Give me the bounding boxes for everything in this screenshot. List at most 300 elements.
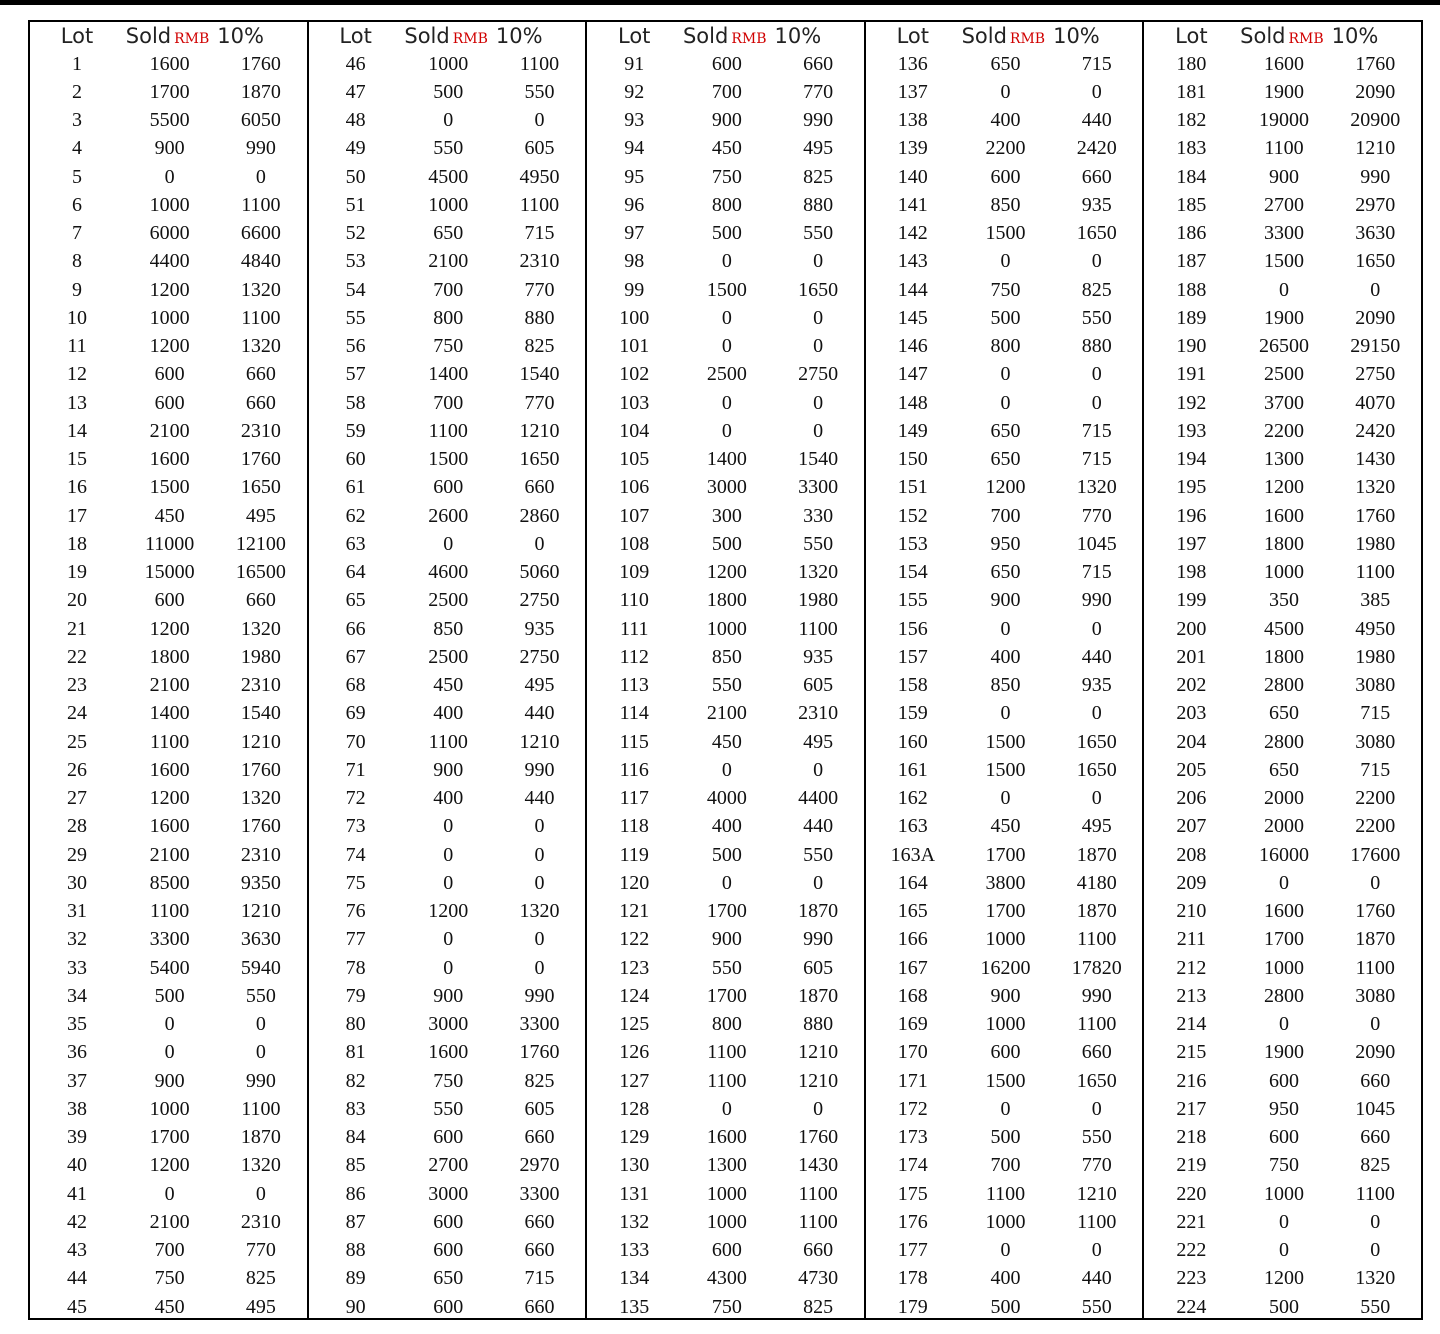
sold-cell: 950 — [990, 532, 1021, 555]
pct-cell: 2970 — [1355, 193, 1396, 216]
sold-cell: 0 — [1279, 1239, 1290, 1262]
lot-cell: 179 — [897, 1295, 928, 1318]
table-row — [30, 276, 307, 304]
lot-cell: 187 — [1176, 250, 1207, 273]
pct-cell: 3080 — [1355, 730, 1396, 753]
pct-cell: 550 — [1360, 1295, 1391, 1318]
lot-cell: 37 — [67, 1069, 88, 1092]
pct-cell: 1320 — [1355, 476, 1396, 499]
pct-cell: 0 — [1091, 391, 1102, 414]
sold-cell: 3800 — [985, 871, 1026, 894]
lot-cell: 48 — [345, 109, 366, 132]
lot-cell: 54 — [345, 278, 366, 301]
table-row — [866, 474, 1143, 502]
pct-cell: 2090 — [1355, 306, 1396, 329]
sold-cell: 1400 — [149, 702, 190, 725]
pct-cell: 880 — [1081, 335, 1112, 358]
table-row — [587, 304, 864, 332]
pct-cell: 1980 — [1355, 645, 1396, 668]
lot-cell: 165 — [897, 900, 928, 923]
sold-cell: 4400 — [149, 250, 190, 273]
pct-cell: 1760 — [519, 1041, 560, 1064]
table-row — [30, 474, 307, 502]
pct-cell: 660 — [524, 1126, 555, 1149]
lot-cell: 59 — [345, 419, 366, 442]
lot-cell: 123 — [619, 956, 650, 979]
lot-cell: 17 — [67, 504, 88, 527]
table-row — [866, 191, 1143, 219]
lot-cell: 24 — [67, 702, 88, 725]
lot-cell: 107 — [619, 504, 650, 527]
pct-cell: 2750 — [519, 589, 560, 612]
sold-cell: 1500 — [706, 278, 747, 301]
sold-cell: 650 — [990, 448, 1021, 471]
pct-cell: 0 — [813, 250, 824, 273]
sold-cell: 1700 — [1264, 928, 1305, 951]
pct-cell: 3630 — [1355, 222, 1396, 245]
sold-cell: 1900 — [1264, 80, 1305, 103]
table-row — [30, 1208, 307, 1236]
lot-cell: 71 — [345, 758, 366, 781]
table-row — [587, 474, 864, 502]
sold-cell: 3300 — [149, 928, 190, 951]
lot-cell: 58 — [345, 391, 366, 414]
table-row — [309, 728, 586, 756]
lot-cell: 35 — [67, 1013, 88, 1036]
lot-cell: 219 — [1176, 1154, 1207, 1177]
lot-cell: 202 — [1176, 674, 1207, 697]
sold-cell: 400 — [990, 1267, 1021, 1290]
sold-cell: 11000 — [145, 532, 195, 555]
sold-cell: 700 — [433, 278, 464, 301]
sold-cell: 650 — [990, 561, 1021, 584]
table-row — [309, 785, 586, 813]
lot-cell: 21 — [67, 617, 88, 640]
sold-cell: 500 — [154, 984, 185, 1007]
sold-cell: 16000 — [1259, 843, 1310, 866]
pct-cell: 1760 — [1355, 504, 1396, 527]
sold-cell: 1600 — [706, 1126, 747, 1149]
table-row — [309, 1265, 586, 1293]
lot-cell: 206 — [1176, 787, 1207, 810]
sold-cell: 800 — [711, 193, 742, 216]
lot-cell: 36 — [67, 1041, 88, 1064]
table-row — [309, 1067, 586, 1095]
pct-cell: 660 — [1081, 1041, 1112, 1064]
pct-cell: 385 — [1360, 589, 1391, 612]
table-row — [30, 248, 307, 276]
table-row — [866, 1011, 1143, 1039]
pct-cell: 1100 — [1355, 1182, 1395, 1205]
table-row — [1144, 135, 1421, 163]
pct-cell: 0 — [1091, 1239, 1102, 1262]
table-row — [1144, 502, 1421, 530]
table-row — [866, 898, 1143, 926]
sold-cell: 650 — [1269, 758, 1300, 781]
table-row — [309, 78, 586, 106]
header-lot: Lot — [339, 24, 372, 48]
pct-cell: 3300 — [798, 476, 839, 499]
sold-cell: 850 — [990, 193, 1021, 216]
table-row — [309, 982, 586, 1010]
pct-cell: 1045 — [1355, 1097, 1396, 1120]
lot-cell: 63 — [345, 532, 366, 555]
sold-cell: 0 — [721, 1097, 732, 1120]
sold-cell: 750 — [1269, 1154, 1300, 1177]
sold-cell: 2600 — [428, 504, 469, 527]
table-row — [30, 841, 307, 869]
table-row — [1144, 1124, 1421, 1152]
sold-cell: 500 — [990, 1295, 1021, 1318]
pct-cell: 2970 — [519, 1154, 560, 1177]
pct-cell: 935 — [524, 617, 555, 640]
table-row — [587, 446, 864, 474]
sold-cell: 2000 — [1264, 787, 1305, 810]
pct-cell: 0 — [1091, 250, 1102, 273]
sold-cell: 1100 — [1264, 137, 1304, 160]
pct-cell: 2750 — [798, 363, 839, 386]
table-row — [866, 446, 1143, 474]
table-row — [30, 78, 307, 106]
sold-cell: 750 — [433, 1069, 464, 1092]
pct-cell: 0 — [534, 815, 545, 838]
lot-cell: 68 — [345, 674, 366, 697]
sold-cell: 450 — [154, 1295, 185, 1318]
lot-cell: 3 — [72, 109, 83, 132]
lot-cell: 203 — [1176, 702, 1207, 725]
pct-cell: 12100 — [235, 532, 286, 555]
pct-cell: 550 — [1081, 306, 1112, 329]
table-row — [309, 587, 586, 615]
pct-cell: 770 — [524, 391, 555, 414]
pct-cell: 0 — [534, 871, 545, 894]
table-row — [587, 248, 864, 276]
table-row — [30, 982, 307, 1010]
pct-cell: 550 — [803, 532, 834, 555]
pct-cell: 715 — [1081, 52, 1112, 75]
pct-cell: 0 — [813, 1097, 824, 1120]
header-sold-cell — [681, 24, 772, 48]
table-row — [309, 643, 586, 671]
table-row — [866, 1124, 1143, 1152]
lot-cell: 132 — [619, 1210, 650, 1233]
sold-cell: 1800 — [1264, 532, 1305, 555]
pct-cell: 1100 — [241, 1097, 281, 1120]
sold-cell: 600 — [711, 1239, 742, 1262]
sold-cell: 0 — [1000, 787, 1011, 810]
lot-cell: 119 — [619, 843, 649, 866]
pct-cell: 2310 — [240, 843, 281, 866]
sold-cell: 3000 — [428, 1182, 469, 1205]
sold-cell: 2700 — [1264, 193, 1305, 216]
table-row — [309, 898, 586, 926]
lot-cell: 164 — [897, 871, 928, 894]
lot-cell: 56 — [345, 335, 366, 358]
lot-cell: 5 — [72, 165, 83, 188]
sold-cell: 400 — [433, 787, 464, 810]
pct-cell: 550 — [1081, 1295, 1112, 1318]
pct-cell: 0 — [1091, 363, 1102, 386]
sold-cell: 1700 — [985, 843, 1026, 866]
table-row — [866, 1095, 1143, 1123]
lot-cell: 46 — [345, 52, 366, 75]
pct-cell: 0 — [1091, 702, 1102, 725]
lot-cell: 90 — [345, 1295, 366, 1318]
sold-cell: 0 — [164, 1041, 175, 1064]
lot-cell: 39 — [67, 1126, 88, 1149]
lot-cell: 155 — [897, 589, 928, 612]
lot-cell: 198 — [1176, 561, 1207, 584]
sold-cell: 1200 — [149, 335, 190, 358]
pct-cell: 880 — [524, 306, 555, 329]
header-sold-cell — [124, 24, 215, 48]
pct-cell: 1870 — [1355, 928, 1396, 951]
lot-cell: 204 — [1176, 730, 1207, 753]
sold-cell: 500 — [990, 1126, 1021, 1149]
header-sold: Sold — [404, 24, 450, 48]
lot-cell: 211 — [1176, 928, 1207, 951]
table-row — [1144, 1208, 1421, 1236]
pct-cell: 1760 — [240, 815, 281, 838]
sold-cell: 0 — [1000, 702, 1011, 725]
table-row — [1144, 1152, 1421, 1180]
sold-cell: 1700 — [149, 80, 190, 103]
sold-cell: 3300 — [1264, 222, 1305, 245]
header-sold: Sold — [961, 24, 1007, 48]
table-row — [309, 135, 586, 163]
sold-cell: 900 — [1269, 165, 1300, 188]
pct-cell: 825 — [803, 165, 834, 188]
sold-cell: 900 — [154, 137, 185, 160]
table-row — [587, 276, 864, 304]
table-row — [1144, 474, 1421, 502]
lot-cell: 108 — [619, 532, 650, 555]
table-row — [1144, 728, 1421, 756]
lot-cell: 189 — [1176, 306, 1207, 329]
table-row — [587, 1039, 864, 1067]
lot-cell: 209 — [1176, 871, 1207, 894]
lot-cell: 18 — [67, 532, 88, 555]
sold-cell: 1200 — [706, 561, 747, 584]
sold-cell: 650 — [433, 222, 464, 245]
pct-cell: 9350 — [240, 871, 281, 894]
pct-cell: 1100 — [798, 617, 838, 640]
pct-cell: 3080 — [1355, 674, 1396, 697]
table-row — [1144, 50, 1421, 78]
lot-cell: 74 — [345, 843, 366, 866]
pct-cell: 0 — [1370, 1013, 1381, 1036]
sold-cell: 3000 — [706, 476, 747, 499]
lot-cell: 15 — [67, 448, 88, 471]
header-sold-cell — [960, 24, 1051, 48]
header-row — [309, 22, 586, 50]
table-row — [1144, 361, 1421, 389]
sold-cell: 1200 — [149, 278, 190, 301]
sold-cell: 700 — [990, 1154, 1021, 1177]
pct-cell: 29150 — [1350, 335, 1401, 358]
lot-cell: 27 — [67, 787, 88, 810]
table-row — [30, 587, 307, 615]
sold-cell: 4300 — [706, 1267, 747, 1290]
lot-cell: 93 — [624, 109, 645, 132]
table-row — [1144, 869, 1421, 897]
table-row — [866, 672, 1143, 700]
table-row — [1144, 389, 1421, 417]
sold-cell: 2100 — [706, 702, 747, 725]
sold-cell: 1600 — [149, 758, 190, 781]
lot-cell: 127 — [619, 1069, 650, 1092]
sold-cell: 900 — [990, 589, 1021, 612]
pct-cell: 1320 — [240, 617, 281, 640]
table-row — [1144, 841, 1421, 869]
sold-cell: 2800 — [1264, 984, 1305, 1007]
table-row — [587, 587, 864, 615]
sold-cell: 600 — [1269, 1069, 1300, 1092]
lot-cell: 44 — [67, 1267, 88, 1290]
lot-cell: 190 — [1176, 335, 1207, 358]
pct-cell: 0 — [1370, 871, 1381, 894]
sold-cell: 15000 — [144, 561, 195, 584]
sold-cell: 1200 — [985, 476, 1026, 499]
table-row — [866, 1293, 1143, 1321]
pct-cell: 660 — [1360, 1069, 1391, 1092]
lot-cell: 103 — [619, 391, 650, 414]
lot-cell: 96 — [624, 193, 645, 216]
table-row — [30, 191, 307, 219]
pct-cell: 770 — [1081, 1154, 1112, 1177]
table-row — [866, 1265, 1143, 1293]
header-row — [866, 22, 1143, 50]
table-row — [1144, 587, 1421, 615]
pct-cell: 715 — [1081, 448, 1112, 471]
sold-cell: 550 — [433, 1097, 464, 1120]
header-pct: 10% — [217, 24, 264, 48]
lot-cell: 156 — [897, 617, 928, 640]
pct-cell: 1980 — [798, 589, 839, 612]
header-rmb: RMB — [174, 31, 210, 47]
lot-cell: 70 — [345, 730, 366, 753]
pct-cell: 6050 — [240, 109, 281, 132]
table-row — [866, 813, 1143, 841]
pct-cell: 495 — [245, 1295, 276, 1318]
pct-cell: 440 — [524, 702, 555, 725]
sold-cell: 0 — [443, 815, 454, 838]
pct-cell: 1320 — [519, 900, 560, 923]
lot-cell: 141 — [897, 193, 928, 216]
lot-cell: 142 — [897, 222, 928, 245]
pct-cell: 1540 — [519, 363, 560, 386]
sold-cell: 500 — [711, 843, 742, 866]
sold-cell: 400 — [990, 109, 1021, 132]
sold-cell: 0 — [1279, 871, 1290, 894]
table-row — [587, 50, 864, 78]
pct-cell: 825 — [1360, 1154, 1391, 1177]
sold-cell: 700 — [990, 504, 1021, 527]
pct-cell: 1320 — [240, 1154, 281, 1177]
table-row — [587, 107, 864, 135]
lot-cell: 173 — [897, 1126, 928, 1149]
lot-cell: 60 — [345, 448, 366, 471]
pct-cell: 1210 — [1076, 1182, 1117, 1205]
sold-cell: 350 — [1269, 589, 1300, 612]
table-row — [587, 756, 864, 784]
lot-cell: 61 — [345, 476, 366, 499]
pct-cell: 1210 — [798, 1041, 839, 1064]
lot-cell: 158 — [897, 674, 928, 697]
table-row — [866, 756, 1143, 784]
lot-cell: 174 — [897, 1154, 928, 1177]
sold-cell: 1000 — [985, 1210, 1026, 1233]
sold-cell: 600 — [433, 1239, 464, 1262]
lot-cell: 162 — [897, 787, 928, 810]
lot-cell: 196 — [1176, 504, 1207, 527]
lot-cell: 62 — [345, 504, 366, 527]
sold-cell: 0 — [1000, 250, 1011, 273]
lot-cell: 112 — [619, 645, 649, 668]
table-row — [866, 530, 1143, 558]
table-row — [30, 813, 307, 841]
table-row — [309, 615, 586, 643]
pct-cell: 715 — [524, 222, 555, 245]
lot-cell: 218 — [1176, 1126, 1207, 1149]
table-row — [1144, 446, 1421, 474]
sold-cell: 0 — [443, 871, 454, 894]
header-pct: 10% — [1331, 24, 1379, 48]
sold-cell: 1200 — [149, 1154, 190, 1177]
lot-cell: 12 — [67, 363, 88, 386]
lot-cell: 34 — [67, 984, 88, 1007]
table-row — [309, 333, 586, 361]
lot-cell: 9 — [72, 278, 83, 301]
pct-cell: 0 — [534, 109, 545, 132]
table-row — [866, 954, 1143, 982]
lot-cell: 144 — [897, 278, 928, 301]
table-row — [30, 107, 307, 135]
lot-cell: 41 — [67, 1182, 88, 1205]
lot-cell: 76 — [345, 900, 366, 923]
lot-cell: 208 — [1176, 843, 1207, 866]
lot-cell: 200 — [1176, 617, 1207, 640]
pct-cell: 660 — [245, 363, 276, 386]
lot-cell: 115 — [619, 730, 649, 753]
table-row — [30, 163, 307, 191]
lot-cell: 188 — [1176, 278, 1207, 301]
lot-cell: 11 — [67, 335, 87, 358]
lot-cell: 137 — [897, 80, 928, 103]
lot-cell: 31 — [67, 900, 88, 923]
top-border — [0, 0, 1440, 5]
lot-cell: 149 — [897, 419, 928, 442]
lot-cell: 180 — [1176, 52, 1207, 75]
table-row — [866, 841, 1143, 869]
table-row — [866, 389, 1143, 417]
lot-cell: 83 — [345, 1097, 366, 1120]
table-row — [1144, 926, 1421, 954]
pct-cell: 990 — [1081, 589, 1112, 612]
sold-cell: 0 — [443, 956, 454, 979]
sold-cell: 1000 — [428, 52, 469, 75]
pct-cell: 0 — [534, 928, 545, 951]
table-row — [30, 1095, 307, 1123]
header-sold: Sold — [682, 24, 729, 48]
sold-cell: 600 — [433, 1210, 464, 1233]
table-row — [1144, 1237, 1421, 1265]
pct-cell: 0 — [1370, 1239, 1381, 1262]
lot-cell: 43 — [67, 1239, 88, 1262]
sold-cell: 0 — [1000, 391, 1011, 414]
sold-cell: 2700 — [428, 1154, 469, 1177]
pct-cell: 0 — [255, 165, 266, 188]
